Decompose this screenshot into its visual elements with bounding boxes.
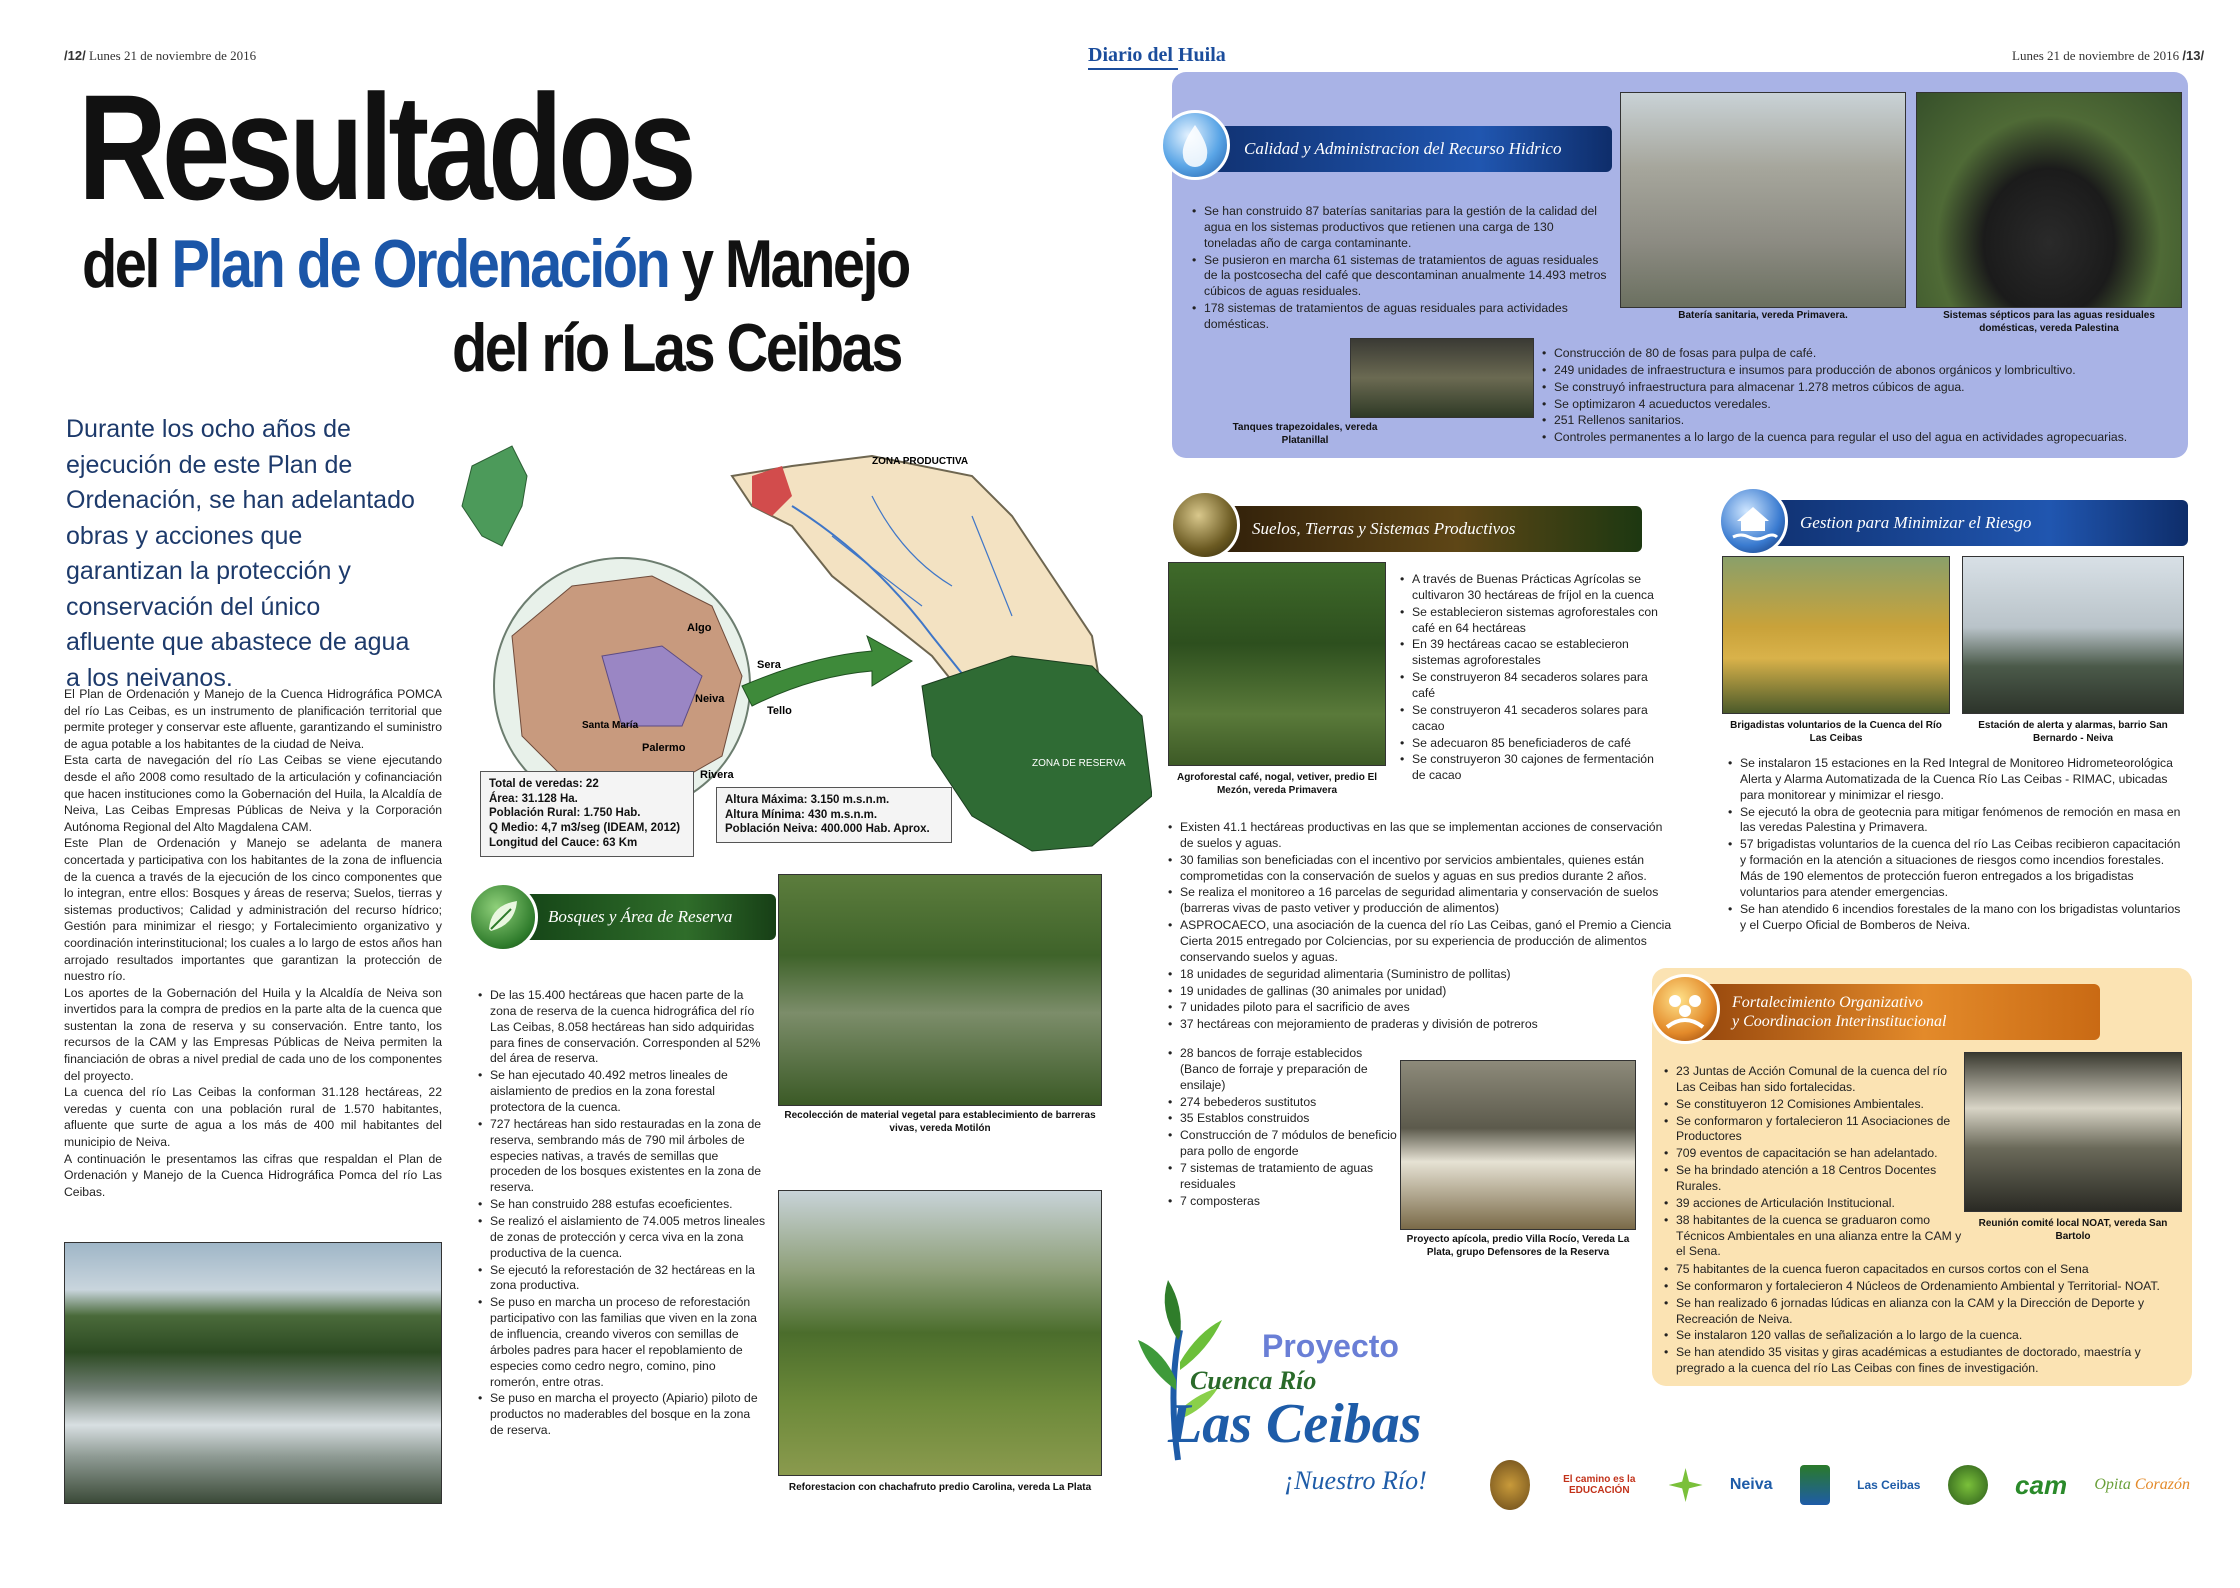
place-label-4: Palermo — [642, 742, 686, 754]
bosques-item: • Se puso en marcha un proceso de reforestación participativo con las familias que viven en la zona de influencia, creando viveros con semillas de árboles padres para hacer el repoblamiento de especies como cedro negro, comino, pino romerón, entre otras. — [476, 1295, 766, 1390]
fortalecimiento-item: • 75 habitantes de la cuenca fueron capacitados en cursos cortos con el Sena — [1662, 1262, 2182, 1278]
riesgo-item: • Se han atendido 6 incendios forestales de la mano con los brigadistas voluntarios y el Cuerpo Oficial de Bomberos de Neiva. — [1726, 902, 2186, 934]
riesgo-photo-2 — [1962, 556, 2184, 714]
hidrico-item: • Construcción de 80 de fosas para pulpa de café. — [1540, 346, 2180, 362]
intro-p6: A continuación le presentamos las cifras que respaldan el Plan de Ordenación y Manejo de la Cuenca Hidrográfica Pomca del río Las Ceibas. — [64, 1151, 442, 1199]
suelos-item: • En 39 hectáreas cacao se establecieron sistemas agroforestales — [1398, 637, 1668, 669]
hidrico-list — [1190, 204, 1608, 334]
riesgo-list — [1726, 756, 2186, 934]
hidrico-list-2 — [1540, 346, 2180, 447]
leaf-icon — [468, 882, 538, 952]
fortalecimiento-list — [1662, 1064, 1962, 1261]
suelos-list-3 — [1166, 1046, 1398, 1211]
place-label-3: Neiva — [695, 693, 725, 705]
place-label-5: Rivera — [700, 769, 734, 781]
stat-longitud: Longitud del Cauce: 63 Km — [489, 836, 638, 849]
place-label-1: Sera — [757, 659, 781, 671]
stats-left-box — [480, 771, 694, 857]
stat-q-medio: Q Medio: 4,7 m3/seg (IDEAM, 2012) — [489, 822, 681, 835]
green-arrow — [742, 636, 912, 706]
sponsor-logo — [1490, 1460, 1530, 1510]
stat-poblacion-neiva: Población Neiva: 400.000 Hab. Aprox. — [725, 823, 930, 836]
hidrico-photo-3 — [1350, 338, 1534, 418]
suelos-item: • Construcción de 7 módulos de beneficio para pollo de engorde — [1166, 1128, 1398, 1160]
suelos-item: • 7 composteras — [1166, 1194, 1398, 1210]
zone-productive-label: ZONA PRODUCTIVA — [872, 456, 969, 467]
suelos-item: • Existen 41.1 hectáreas productivas en las que se implementan acciones de conservación de suelos y aguas. — [1166, 820, 1672, 852]
stat-area: Área: 31.128 Ha. — [489, 792, 578, 805]
stats-right-box — [716, 787, 952, 843]
stat-poblacion-rural: Población Rural: 1.750 Hab. — [489, 807, 641, 820]
hidrico-item: • Se pusieron en marcha 61 sistemas de tratamientos de aguas residuales de la postcosecha del café que descontaminan anualmente 14.493 metros cúbicos de aguas residuales. — [1190, 253, 1608, 301]
right-folio: Lunes 21 de noviembre de 2016 /13/ — [2012, 48, 2205, 63]
headline-main: Resultados — [78, 63, 692, 231]
fortalecimiento-item: • Se constituyeron 12 Comisiones Ambientales. — [1662, 1097, 1962, 1113]
bosques-item: • Se realizó el aislamiento de 74.005 metros lineales de zonas de protección y cerca viva en la zona productiva de la cuenca. — [476, 1214, 766, 1262]
suelos-item: • 7 sistemas de tratamiento de aguas residuales — [1166, 1161, 1398, 1193]
suelos-item: • 19 unidades de gallinas (30 animales por unidad) — [1166, 984, 1672, 1000]
masthead: Diario del Huila — [1088, 44, 1226, 66]
place-label-6: Santa María — [582, 720, 639, 731]
bosques-caption-2: Reforestacion con chachafruto predio Carolina, vereda La Plata — [788, 1482, 1092, 1493]
intro-p3: Este Plan de Ordenación y Manejo se adelanta de manera concertada y participativa con los habitantes de la zona de influencia de la cuenca a través de la ejecución de los cinco componentes que lo integran, entre ellos: Bosques y áreas de reserva; Suelos, tierras y sistemas productivos; Calidad y administración del recurso hídrico; Gestión para minimizar el riesgo; y Fortalecimiento organizativo y coordinación interinstitucional; los cuales a lo largo de estos años han arrojado resultados importantes que garantizan la protección de nuestro río. — [64, 836, 442, 984]
suelos-photo-1 — [1168, 562, 1386, 766]
suelos-photo-2 — [1400, 1060, 1636, 1230]
fortalecimiento-item: • Se ha brindado atención a 18 Centros Docentes Rurales. — [1662, 1163, 1962, 1195]
riesgo-caption-1: Brigadistas voluntarios de la Cuenca del Río Las Ceibas — [1730, 720, 1942, 744]
bosques-item: • Se han ejecutado 40.492 metros lineales de aislamiento de predios en la zona forestal protectora de la cuenca. — [476, 1068, 766, 1116]
suelos-item: • Se construyeron 41 secaderos solares para cacao — [1398, 703, 1668, 735]
fortalecimiento-banner: Fortalecimiento Organizativo y Coordinacion Interinstitucional — [1660, 984, 2100, 1040]
brand-proyecto: Proyecto — [1262, 1328, 1399, 1364]
suelos-banner: Suelos, Tierras y Sistemas Productivos — [1180, 506, 1642, 552]
bosques-item: • 727 hectáreas han sido restauradas en la zona de reserva, sembrando más de 790 mil árboles de especies nativas, a través de semillas que proceden de los bosques existentes en la zona de reserva. — [476, 1117, 766, 1196]
suelos-item: • 37 hectáreas con mejoramiento de praderas y división de potreros — [1166, 1017, 1672, 1033]
riesgo-item: • Se instalaron 15 estaciones en la Red Integral de Monitoreo Hidrometeorológica Alerta y Alarma Automatizada de la Cuenca Río Las Ceibas - RIMAC, ubicadas para monitorear y minimizar el riesgo. — [1726, 756, 2186, 804]
hidrico-banner: Calidad y Administracion del Recurso Hidrico — [1172, 126, 1612, 172]
colombia-outline — [462, 446, 527, 546]
bosques-caption-1: Recolección de material vegetal para establecimiento de barreras vivas, vereda Motilón — [784, 1110, 1096, 1134]
zone-reserve-label: ZONA DE RESERVA — [1032, 758, 1126, 769]
stat-altura-max: Altura Máxima: 3.150 m.s.n.m. — [725, 794, 890, 806]
suelos-item: • A través de Buenas Prácticas Agrícolas se cultivaron 30 hectáreas de fríjol en la cuenca — [1398, 572, 1668, 604]
riesgo-item: • Se ejecutó la obra de geotecnia para mitigar fenómenos de remoción en masa en las veredas Palestina y Primavera. — [1726, 805, 2186, 837]
riesgo-caption-2: Estación de alerta y alarmas, barrio San Bernardo - Neiva — [1978, 720, 2168, 744]
sponsor-logo: Neiva — [1729, 1476, 1773, 1493]
bosques-item: • Se ejecutó la reforestación de 32 hectáreas en la zona productiva. — [476, 1263, 766, 1295]
fortalecimiento-item: • 39 acciones de Articulación Institucional. — [1662, 1196, 1962, 1212]
brand-cuenca: Cuenca Río — [1190, 1366, 1317, 1395]
hidrico-item: • Se optimizaron 4 acueductos veredales. — [1540, 397, 2180, 413]
sponsor-logo: El camino es la EDUCACIÓN — [1563, 1474, 1636, 1496]
bosques-photo-1 — [778, 874, 1102, 1106]
seed-icon — [1170, 490, 1240, 560]
bosques-item: • De las 15.400 hectáreas que hacen parte de la zona de reserva de la cuenca hidrográfica del río Las Ceibas, 8.058 hectáreas han sido adquiridas para fines de conservación. Corresponden al 52% del área de reserva. — [476, 988, 766, 1067]
suelos-item: • 28 bancos de forraje establecidos (Banco de forraje y preparación de ensilaje) — [1166, 1046, 1398, 1094]
headline-line3: del río Las Ceibas — [452, 310, 901, 386]
sponsor-strip — [1490, 1450, 2190, 1520]
hidrico-caption-2: Sistemas sépticos para las aguas residuales domésticas, vereda Palestina — [1943, 310, 2155, 334]
sponsor-logo: Las Ceibas — [1857, 1478, 1921, 1492]
stat-altura-min: Altura Mínima: 430 m.s.n.m. — [725, 808, 878, 821]
hidrico-item: • Controles permanentes a lo largo de la cuenca para regular el uso del agua en actividades agropecuarias. — [1540, 430, 2180, 446]
river-photo — [64, 1242, 442, 1504]
intro-body — [64, 686, 442, 1200]
riesgo-banner: Gestion para Minimizar el Riesgo — [1728, 500, 2188, 546]
lead-paragraph: Durante los ocho años de ejecución de este Plan de Ordenación, se han adelantado obras y acciones que garantizan la protección y conservación del único afluente que abastece de agua a los neivanos. — [66, 415, 415, 692]
water-drop-icon — [1160, 110, 1230, 180]
fortalecimiento-item: • Se instalaron 120 vallas de señalización a lo largo de la cuenca. — [1662, 1328, 2182, 1344]
suelos-item: • Se construyeron 84 secaderos solares para café — [1398, 670, 1668, 702]
suelos-item: • ASPROCAECO, una asociación de la cuenca del río Las Ceibas, ganó el Premio a Ciencia Cierta 2015 entregado por Colciencias, por su experiencia de producción de alimentos conservando suelos y aguas. — [1166, 918, 1672, 966]
hidrico-caption-1: Batería sanitaria, vereda Primavera. — [1678, 310, 1848, 321]
suelos-item: • 35 Establos construidos — [1166, 1111, 1398, 1127]
bosques-banner: Bosques y Área de Reserva — [476, 894, 776, 940]
fortalecimiento-item: • Se conformaron y fortalecieron 11 Asociaciones de Productores — [1662, 1114, 1962, 1146]
intro-p4: Los aportes de la Gobernación del Huila y la Alcaldía de Neiva son invertidos para la compra de predios en la parte alta de la cuenca que sustentan la zona de reserva y su conservación. Entre tanto, los recursos de la CAM y las Empresas Públicas de Neiva permiten la financiación de obras a nivel predial de cada uno de los componentes del proyecto. — [64, 985, 442, 1083]
sponsor-logo — [1800, 1465, 1830, 1505]
headline-line2: del Plan de Ordenación y Manejo — [82, 226, 909, 302]
masthead-rule — [1088, 68, 1178, 70]
suelos-item: • Se construyeron 30 cajones de fermentación de cacao — [1398, 752, 1668, 784]
fortalecimiento-item: • Se han atendido 35 visitas y giras académicas a estudiantes de doctorado, maestría y pregrado a la cuenca del río Las Ceibas con fines de investigación. — [1662, 1345, 2182, 1377]
fortalecimiento-item: • 23 Juntas de Acción Comunal de la cuenca del río Las Ceibas han sido fortalecidas. — [1662, 1064, 1962, 1096]
suelos-item: • Se establecieron sistemas agroforestales con café en 64 hectáreas — [1398, 605, 1668, 637]
intro-p2: Esta carta de navegación del río Las Ceibas se viene ejecutando desde el año 2008 como resultado de la articulación y cofinanciación que hacen instituciones como la Gobernación del Huila, la Alcaldía de Neiva, Las Ceibas Empresas Públicas de Neiva y la Corporación Autónoma Regional del Alto Magdalena CAM. — [64, 753, 442, 834]
intro-p5: La cuenca del río Las Ceibas la conforman 31.128 hectáreas, 22 veredas y cuenta con una población rural de 1.570 habitantes, afluente que surte de agua a los más de 400 mil habitantes del municipio de Neiva. — [64, 1085, 442, 1150]
sponsor-logo: Opita Corazón — [2094, 1476, 2190, 1493]
suelos-list-2 — [1166, 820, 1672, 1034]
house-flood-icon — [1718, 486, 1788, 556]
sponsor-logo — [1948, 1465, 1988, 1505]
bosques-item: • Se puso en marcha el proyecto (Apiario) piloto de productos no maderables del bosque en la zona de reserva. — [476, 1391, 766, 1439]
sponsor-logo — [1669, 1468, 1703, 1502]
suelos-item: • 274 bebederos sustitutos — [1166, 1095, 1398, 1111]
hidrico-photo-1 — [1620, 92, 1906, 308]
sponsor-logo: cam — [2015, 1469, 2068, 1500]
bosques-list — [476, 988, 766, 1440]
bosques-item: • Se han construido 288 estufas ecoeficientes. — [476, 1197, 766, 1213]
fortalecimiento-item: • 709 eventos de capacitación se han adelantado. — [1662, 1146, 1962, 1162]
hidrico-item: • Se han construido 87 baterías sanitarias para la gestión de la calidad del agua en los sistemas productivos que retienen una carga de 130 toneladas año de carga contaminante. — [1190, 204, 1608, 252]
basin-reserve-zone — [922, 656, 1152, 851]
fortalecimiento-caption-1: Reunión comité local NOAT, vereda San Bartolo — [1978, 1218, 2168, 1242]
fortalecimiento-photo-1 — [1964, 1052, 2182, 1212]
suelos-item: • 7 unidades piloto para el sacrificio de aves — [1166, 1000, 1672, 1016]
brand-name: Las Ceibas — [1168, 1393, 1422, 1455]
fortalecimiento-list-2 — [1662, 1262, 2182, 1378]
hidrico-caption-3: Tanques trapezoidales, vereda Platanillal — [1232, 422, 1378, 446]
hidrico-item: • Se construyó infraestructura para almacenar 1.278 metros cúbicos de agua. — [1540, 380, 2180, 396]
bosques-photo-2 — [778, 1190, 1102, 1476]
place-label-2: Tello — [767, 705, 792, 717]
suelos-list — [1398, 572, 1668, 785]
left-folio: /12/ Lunes 21 de noviembre de 2016 — [64, 48, 257, 63]
intro-p1: El Plan de Ordenación y Manejo de la Cuenca Hidrográfica POMCA del río Las Ceibas, es un instrumento de planificación territorial que permite proteger y conservar este afluente, garantizando el suministro de agua potable a los habitantes de la ciudad de Neiva. — [64, 687, 443, 751]
fortalecimiento-item: • 38 habitantes de la cuenca se graduaron como Técnicos Ambientales en una alianza entre la CAM y el Sena. — [1662, 1213, 1962, 1261]
hidrico-item: • 178 sistemas de tratamientos de aguas residuales para actividades domésticas. — [1190, 301, 1608, 333]
suelos-item: • 18 unidades de seguridad alimentaria (Suministro de pollitas) — [1166, 967, 1672, 983]
hidrico-photo-2 — [1916, 92, 2182, 308]
brand-slogan: ¡Nuestro Río! — [1284, 1466, 1427, 1495]
suelos-caption-1: Agroforestal café, nogal, vetiver, predio El Mezón, vereda Primavera — [1176, 772, 1378, 796]
fortalecimiento-item: • Se conformaron y fortalecieron 4 Núcleos de Ordenamiento Ambiental y Territorial- NOAT. — [1662, 1279, 2182, 1295]
hidrico-item: • 251 Rellenos sanitarios. — [1540, 413, 2180, 429]
riesgo-item: • 57 brigadistas voluntarios de la cuenca del río Las Ceibas recibieron capacitación y formación en la atención a situaciones de riesgos como incendios forestales. Más de 190 elementos de protección fueron entregados a los brigadistas voluntarios para atender emergencias. — [1726, 837, 2186, 900]
suelos-item: • 30 familias son beneficiadas con el incentivo por servicios ambientales, quienes están comprometidas con la conservación de suelos y aguas en sus predios durante 2 años. — [1166, 853, 1672, 885]
fortalecimiento-item: • Se han realizado 6 jornadas lúdicas en alianza con la CAM y la Dirección de Deporte y Recreación de Neiva. — [1662, 1296, 2182, 1328]
place-label-0: Algo — [687, 622, 712, 634]
people-group-icon — [1650, 974, 1720, 1044]
suelos-caption-2: Proyecto apícola, predio Villa Rocío, Vereda La Plata, grupo Defensores de la Reserva — [1406, 1234, 1630, 1258]
suelos-item: • Se realiza el monitoreo a 16 parcelas de seguridad alimentaria y conservación de suelos (barreras vivas de pasto vetiver y producción de alimentos) — [1166, 885, 1672, 917]
riesgo-photo-1 — [1722, 556, 1950, 714]
suelos-item: • Se adecuaron 85 beneficiaderos de café — [1398, 736, 1668, 752]
hidrico-item: • 249 unidades de infraestructura e insumos para producción de abonos orgánicos y lombricultivo. — [1540, 363, 2180, 379]
stat-veredas: Total de veredas: 22 — [489, 778, 599, 790]
